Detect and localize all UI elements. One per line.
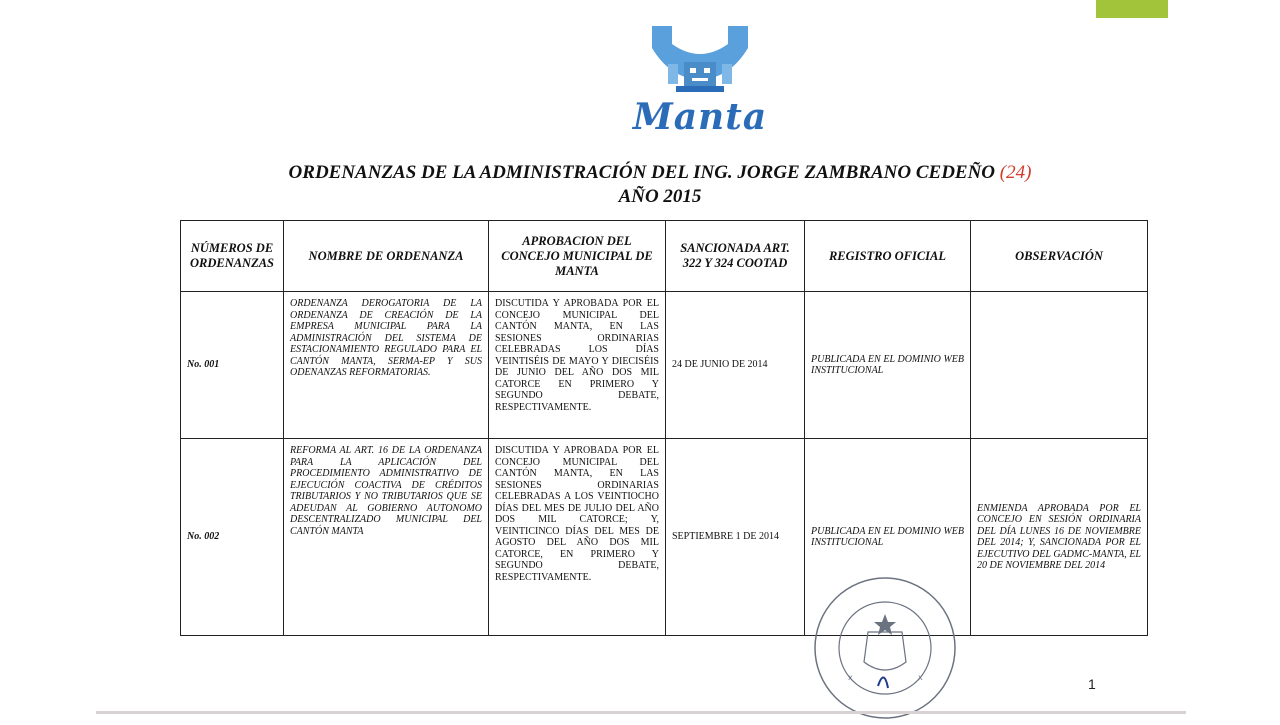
accent-tab	[1096, 0, 1168, 18]
svg-text:x: x	[848, 673, 853, 682]
cell-registro: PUBLICADA EN EL DOMINIO WEB INSTITUCIONAL	[805, 292, 971, 439]
logo-figure-icon	[610, 18, 790, 108]
cell-registro: PUBLICADA EN EL DOMINIO WEB INSTITUCIONAL	[805, 439, 971, 636]
cell-aprobacion: DISCUTIDA Y APROBADA POR EL CONCEJO MUNICIPAL DEL CANTÓN MANTA, EN LAS SESIONES ORDINARIAS CELEBRADAS LOS DÍAS VEINTISÉIS DE MAYO Y DIECISÉIS DE JUNIO DEL AÑO DOS MIL CATORCE EN PRIMERO Y SEGUNDO DEBATE, RESPECTIVAMENTE.	[489, 292, 666, 439]
seal-stamp-icon	[808, 572, 962, 720]
cell-numero: No. 001	[181, 292, 284, 439]
municipal-seal	[808, 572, 962, 720]
header-numero: NÚMEROS DE ORDENANZAS	[181, 221, 284, 292]
title-count: (24)	[999, 162, 1032, 183]
cell-nombre: REFORMA AL ART. 16 DE LA ORDENANZA PARA LA APLICACIÓN DEL PROCEDIMIENTO ADMINISTRATIVO DE EJECUCIÓN COACTIVA DE CRÉDITOS TRIBUTARIOS Y NO TRIBUTARIOS QUE SE ADEUDAN AL GOBIERNO AUTONOMO DESCENTRALIZADO MUNICIPAL DEL CANTÓN MANTA	[284, 439, 489, 636]
cell-nombre: ORDENANZA DEROGATORIA DE LA ORDENANZA DE CREACIÓN DE LA EMPRESA MUNICIPAL PARA LA ADMINISTRACIÓN DEL SISTEMA DE ESTACIONAMIENTO REGULADO PARA EL CANTÓN MANTA, SERMA-EP Y SUS ODENANZAS REFORMATORIAS.	[284, 292, 489, 439]
header-registro: REGISTRO OFICIAL	[805, 221, 971, 292]
cell-aprobacion: DISCUTIDA Y APROBADA POR EL CONCEJO MUNICIPAL DEL CANTÓN MANTA, EN LAS SESIONES ORDINARIAS CELEBRADAS A LOS VEINTIOCHO DÍAS DEL MES DE JULIO DEL AÑO DOS MIL CATORCE; Y, VEINTICINCO DÍAS DEL MES DE AGOSTO DEL AÑO DOS MIL CATORCE, EN PRIMERO Y SEGUNDO DEBATE, RESPECTIVAMENTE.	[489, 439, 666, 636]
cell-observacion: ENMIENDA APROBADA POR EL CONCEJO EN SESIÓN ORDINARIA DEL DÍA LUNES 16 DE NOVIEMBRE DEL 2014; Y, SANCIONADA POR EL EJECUTIVO DEL GADMC-MANTA, EL 20 DE NOVIEMBRE DEL 2014	[971, 439, 1148, 636]
table-header-row	[181, 221, 1148, 292]
header-nombre: NOMBRE DE ORDENANZA	[284, 221, 489, 292]
table-row	[181, 439, 1148, 636]
svg-text:x: x	[918, 673, 923, 682]
footer-divider	[96, 711, 1186, 714]
cell-sancionada: SEPTIEMBRE 1 DE 2014	[666, 439, 805, 636]
ordinances-table	[180, 220, 1148, 636]
header-aprobacion: APROBACION DEL CONCEJO MUNICIPAL DE MANTA	[489, 221, 666, 292]
cell-sancionada: 24 DE JUNIO DE 2014	[666, 292, 805, 439]
header-observacion: OBSERVACIÓN	[971, 221, 1148, 292]
manta-logo	[610, 18, 790, 138]
cell-observacion	[971, 292, 1148, 439]
cell-numero: No. 002	[181, 439, 284, 636]
page-title	[180, 162, 1140, 184]
header-sancionada: SANCIONADA ART. 322 Y 324 COOTAD	[666, 221, 805, 292]
title-year: AÑO 2015	[618, 186, 702, 207]
logo-text: Manta	[632, 96, 768, 138]
title-line-1: ORDENANZAS DE LA ADMINISTRACIÓN DEL ING. JORGE ZAMBRANO CEDEÑO	[288, 162, 996, 183]
page-number: 1	[1088, 676, 1096, 692]
table-row	[181, 292, 1148, 439]
